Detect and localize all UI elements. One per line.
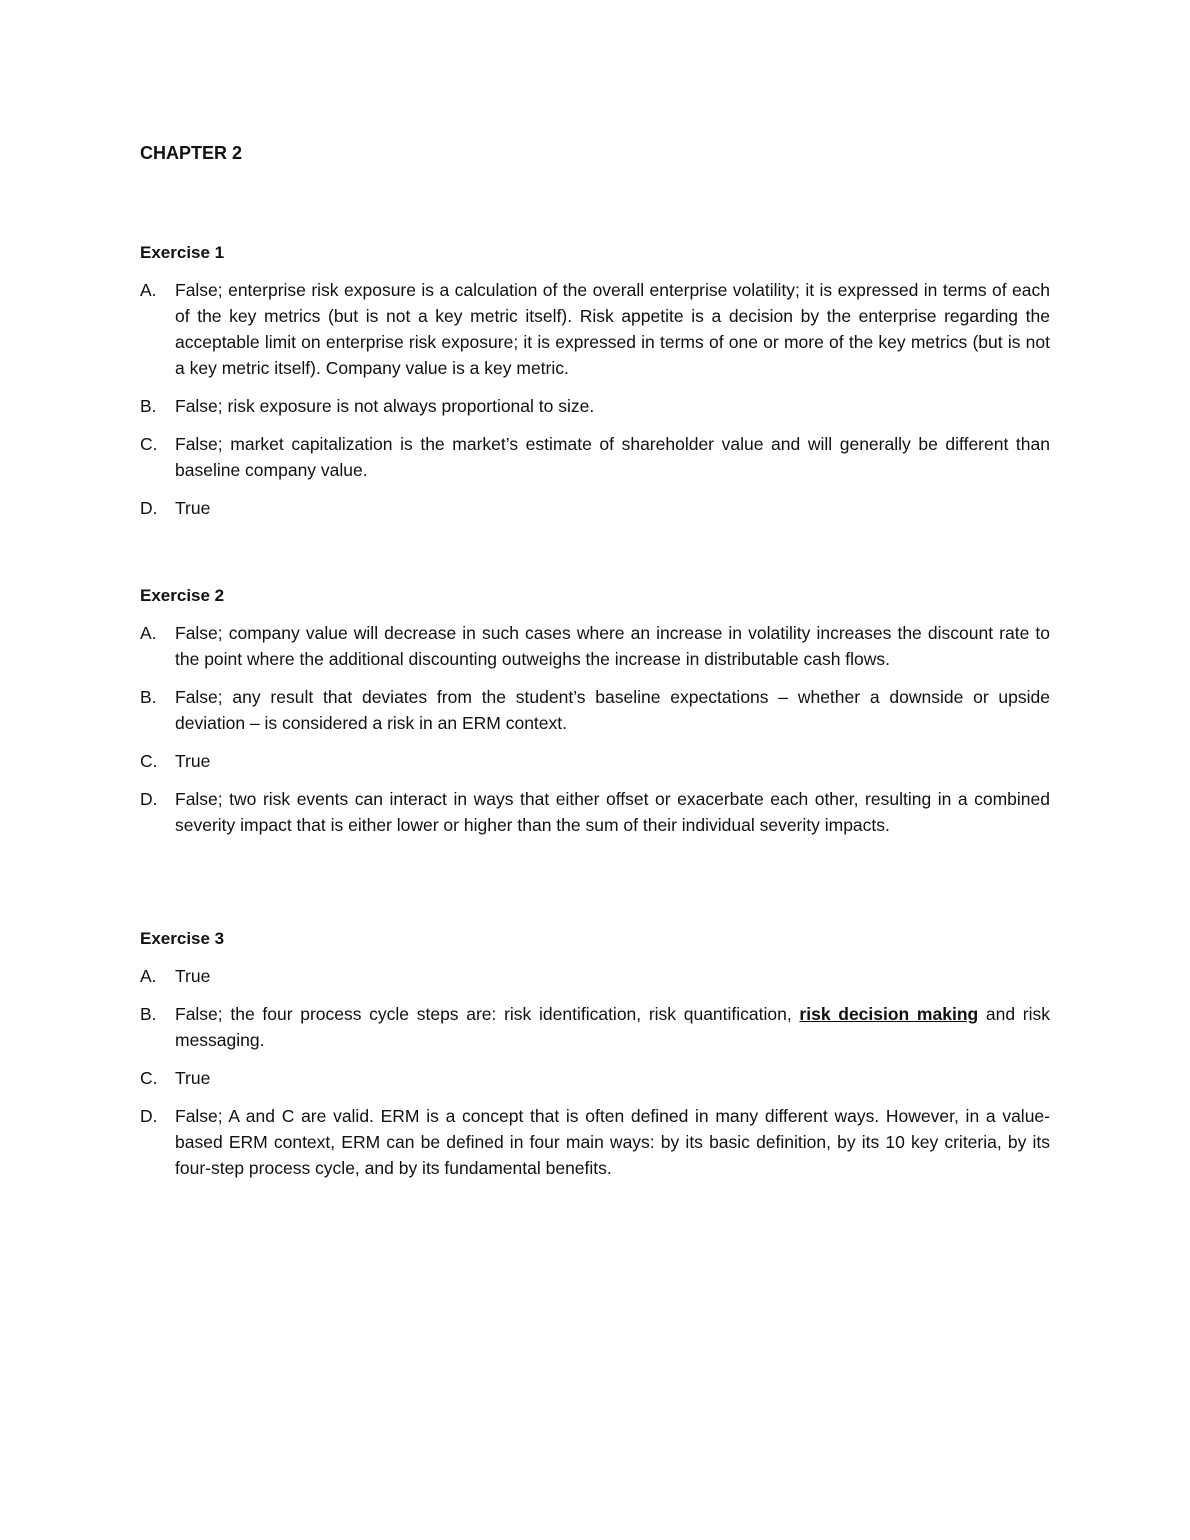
answer-text: True	[175, 751, 211, 771]
answer-letter: C.	[140, 751, 158, 771]
answer-text-before: False; the four process cycle steps are: risk identification, risk quantification,	[175, 1004, 800, 1024]
answer-text: False; risk exposure is not always proportional to size.	[175, 396, 595, 416]
answer-letter: C.	[140, 1068, 158, 1088]
answer-text-after: and risk messaging.	[175, 1004, 1050, 1050]
chapter-title: CHAPTER 2	[140, 143, 243, 163]
answer-item-c	[140, 748, 1050, 774]
answer-letter: A.	[140, 623, 157, 643]
answer-item-d	[140, 495, 1050, 521]
answer-text: False; any result that deviates from the student’s baseline expectations – whether a downside or upside deviation – is considered a risk in an ERM context.	[175, 687, 1050, 733]
answer-text: True	[175, 1068, 211, 1088]
answer-item-b	[140, 684, 1050, 736]
answer-text: False; market capitalization is the market’s estimate of shareholder value and will generally be different than baseline company value.	[175, 434, 1050, 480]
answer-text: True	[175, 498, 211, 518]
answer-item-c	[140, 1065, 1050, 1091]
answer-letter: B.	[140, 687, 157, 707]
answer-letter: A.	[140, 280, 157, 300]
answer-text: False; company value will decrease in such cases where an increase in volatility increases the discount rate to the point where the additional discounting outweighs the increase in distributable cash flows.	[175, 623, 1050, 669]
exercise-3	[140, 929, 1050, 1193]
answer-item-d	[140, 1103, 1050, 1181]
answer-item-b	[140, 1001, 1050, 1053]
answer-item-a	[140, 620, 1050, 672]
exercise-title: Exercise 1	[140, 243, 225, 262]
answer-letter: D.	[140, 789, 158, 809]
answer-item-a	[140, 963, 1050, 989]
answer-text	[175, 1001, 1050, 1053]
emphasized-phrase: risk decision making	[799, 1004, 979, 1024]
answer-letter: D.	[140, 1106, 158, 1126]
answer-letter: C.	[140, 434, 158, 454]
answer-text: True	[175, 966, 211, 986]
answer-letter: B.	[140, 1004, 157, 1024]
answer-text: False; two risk events can interact in ways that either offset or exacerbate each other, resulting in a combined severity impact that is either lower or higher than the sum of their individual severity impacts.	[175, 789, 1050, 835]
exercise-title: Exercise 3	[140, 929, 225, 948]
answer-item-a	[140, 277, 1050, 381]
answer-item-b	[140, 393, 1050, 419]
answer-text: False; enterprise risk exposure is a calculation of the overall enterprise volatility; it is expressed in terms of each of the key metrics (but is not a key metric itself). Risk appetite is a decision by the enterprise regarding the acceptable limit on enterprise risk exposure; it is expressed in terms of one or more of the key metrics (but is not a key metric itself). Company value is a key metric.	[175, 280, 1050, 378]
answer-text: False; A and C are valid. ERM is a concept that is often defined in many different ways. However, in a value-based ERM context, ERM can be defined in four main ways: by its basic definition, by its 10 key criteria, by its four-step process cycle, and by its fundamental benefits.	[175, 1106, 1050, 1178]
exercise-1	[140, 243, 1050, 533]
answer-item-d	[140, 786, 1050, 838]
answer-letter: A.	[140, 966, 157, 986]
exercise-title: Exercise 2	[140, 586, 225, 605]
exercise-2	[140, 586, 1050, 850]
answer-item-c	[140, 431, 1050, 483]
answer-letter: B.	[140, 396, 157, 416]
answer-letter: D.	[140, 498, 158, 518]
